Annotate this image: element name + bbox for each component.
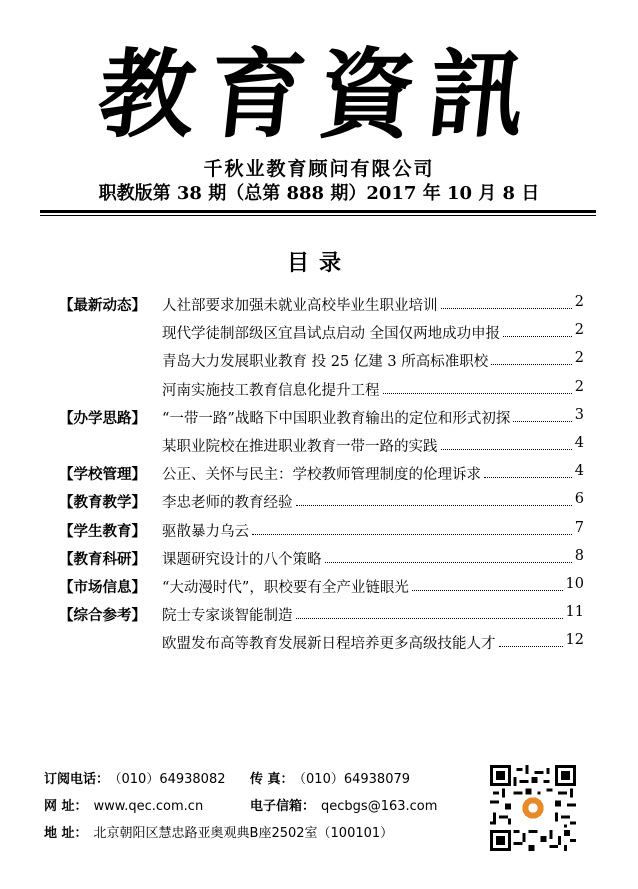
toc-page-number: 2 [574,322,584,339]
toc-page-number: 8 [574,547,584,564]
toc-entry-title: 李忠老师的教育经验 [162,495,293,512]
toc-row [59,435,584,463]
dot-leader [491,354,572,365]
toc-page-number: 6 [574,491,584,508]
toc-row [59,576,584,604]
toc-entry-title: 人社部要求加强未就业高校毕业生职业培训 [162,298,438,314]
toc-category: 【教育教学】 [59,494,146,512]
toc-row [59,604,584,632]
toc-category: 【学校管理】 [59,466,146,484]
toc-entry[interactable] [162,576,584,597]
address-row [44,822,484,849]
toc-entry[interactable] [162,604,584,625]
toc-entry[interactable] [162,379,584,400]
toc-entry[interactable] [162,407,584,428]
toc-category: 【最新动态】 [59,297,146,314]
toc-row [59,520,584,548]
dot-leader [383,383,572,394]
toc-page-number: 7 [574,519,584,536]
toc-category: 【综合参考】 [59,607,146,625]
masthead-title: 教育資訊 [93,38,545,151]
toc-entry-title: 欧盟发布高等教育发展新日程培养更多高级技能人才 [162,636,496,653]
toc-row [59,491,584,519]
dot-leader [296,608,563,619]
dot-leader [296,495,572,506]
address-value: 北京朝阳区慧忠路亚奥观典B座2502室（100101） [93,826,394,841]
issue-line: 职教版第 38 期（总第 888 期）2017 年 10 月 8 日 [98,183,540,204]
toc-entry[interactable] [162,350,584,371]
toc-row [59,463,584,491]
toc-entry-title: 某职业院校在推进职业教育一带一路的实践 [162,438,438,455]
toc-entry-title: 课题研究设计的八个策略 [162,551,322,568]
toc-entry-title: 院士专家谈智能制造 [162,608,293,625]
subscription-phone-label: 订阅电话： [44,772,110,787]
toc-page-number: 10 [565,575,584,592]
toc-row [59,379,584,407]
toc-entry-title: 河南实施技工教育信息化提升工程 [162,382,380,399]
toc-category: 【市场信息】 [59,578,146,596]
toc-entry[interactable] [162,435,584,456]
toc-row [59,548,584,576]
toc-entry[interactable] [162,294,584,315]
toc-row [59,294,584,322]
contact-footer [44,768,484,849]
dot-leader [252,524,572,535]
toc-page-number: 12 [565,632,584,649]
toc-category: 【学生教育】 [59,522,146,540]
toc-page-number: 3 [574,406,584,423]
phone-row [44,768,484,795]
website-link[interactable]: www.qec.com.cn [93,799,204,814]
toc-entry-title: 驱散暴力乌云 [162,523,249,540]
email-label: 电子信箱： [250,799,316,814]
dot-leader [325,552,572,563]
dot-leader [441,298,572,309]
web-row [44,795,484,822]
toc-page-number: 2 [574,350,584,367]
website-label: 网 址： [44,799,88,814]
toc-entry-title: 青岛大力发展职业教育 投 25 亿建 3 所高标准职校 [162,354,489,371]
dot-leader [412,580,563,591]
email-link[interactable]: qecbgs@163.com [321,799,438,814]
dot-leader [503,326,572,337]
toc-entry[interactable] [162,322,584,343]
toc-row [59,350,584,378]
toc-page-number: 4 [574,434,584,451]
toc-entry-title: 公正、关怀与民主：学校教师管理制度的伦理诉求 [162,467,481,484]
toc-page-number: 2 [574,378,584,395]
toc-page-number: 11 [565,604,584,621]
toc-entry[interactable] [162,548,584,569]
dot-leader [513,411,571,422]
subscription-phone-value: （010）64938082 [115,772,226,787]
qr-code-icon [490,765,576,851]
dot-leader [441,439,572,450]
toc-entry-title: 现代学徒制部级区宜昌试点启动 全国仅两地成功申报 [162,326,501,343]
header-rule-thick [40,210,596,213]
toc-entry-title: “一带一路”战略下中国职业教育输出的定位和形式初探 [162,410,511,427]
toc-page-number: 4 [574,463,584,480]
toc-row [59,632,584,660]
toc-row [59,407,584,435]
toc-category: 【办学思路】 [59,409,146,427]
toc-heading: 目录 [286,250,351,276]
toc-entry[interactable] [162,520,584,541]
toc-row [59,322,584,350]
fax-value: （010）64938079 [299,772,411,787]
header-rule-thin [40,215,596,216]
toc-page-number: 2 [574,294,584,310]
toc-entry[interactable] [162,463,584,484]
toc-entry[interactable] [162,491,584,512]
toc-entry[interactable] [162,632,584,653]
dot-leader [484,467,572,478]
dot-leader [499,636,563,647]
fax-label: 传 真： [250,772,294,787]
company-name: 千秋业教育顾问有限公司 [203,158,435,180]
address-label: 地 址： [44,826,88,841]
toc-category: 【教育科研】 [59,550,146,568]
table-of-contents [59,294,584,660]
toc-entry-title: “大动漫时代”，职校要有全产业链眼光 [162,579,409,596]
